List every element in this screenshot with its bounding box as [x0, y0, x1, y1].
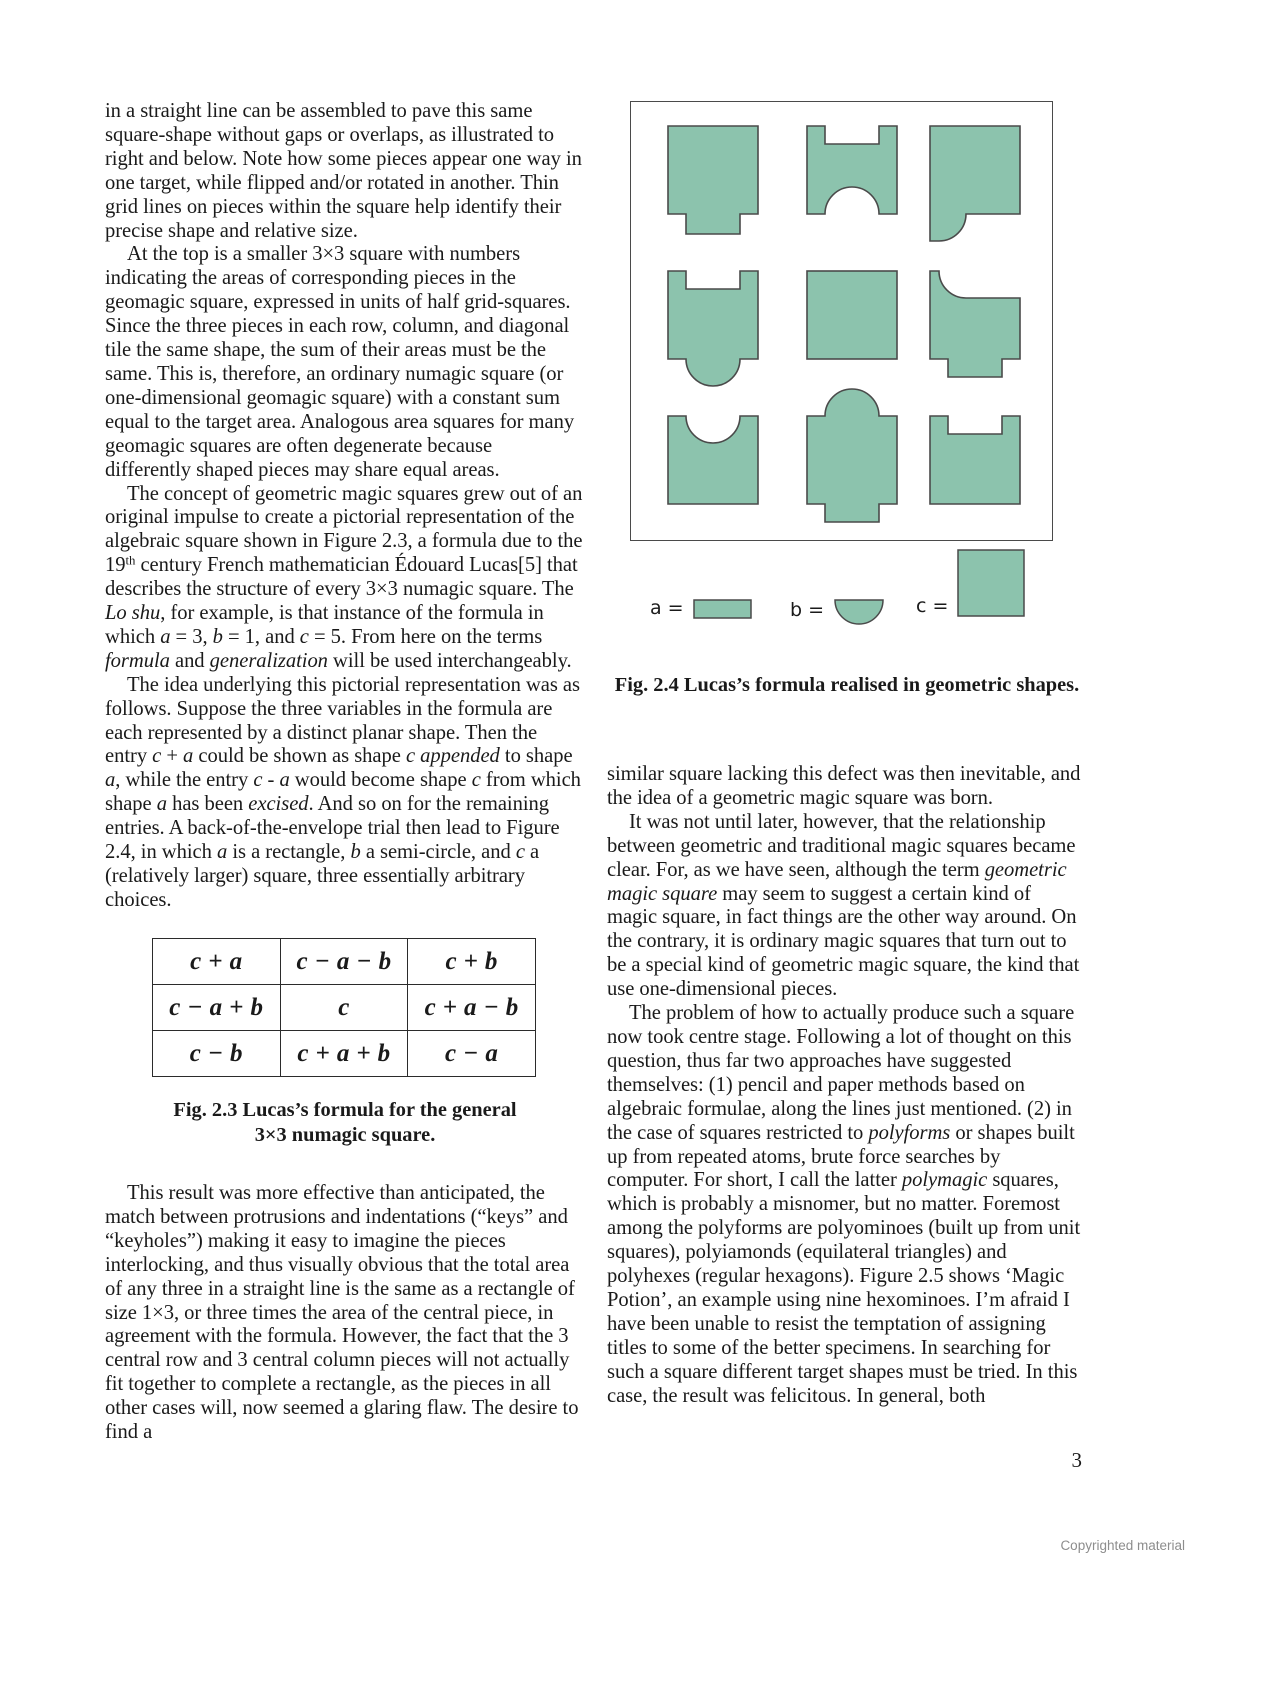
cell-r2c1: c − a + b — [153, 985, 281, 1031]
p4-i7: c — [471, 769, 481, 792]
piece-c-minus-a — [930, 416, 1020, 504]
p4-t7: would become shape — [289, 769, 472, 792]
p3-ordinal-suffix: th — [125, 553, 136, 568]
p4-t9: has been — [167, 793, 249, 816]
caption-line-1: Fig. 2.3 Lucas’s formula for the general — [173, 1099, 517, 1121]
cell-r3c1: c − b — [153, 1031, 281, 1077]
piece-c-plus-a — [668, 126, 758, 234]
p4-t6: - — [262, 769, 280, 792]
p4-t5: , while the entry — [115, 769, 254, 792]
p3-t3: , for example, is that instance of the formula in which — [105, 602, 544, 648]
caption-line-2: geometric shapes. — [925, 674, 1080, 696]
p4-i2: a — [183, 745, 194, 768]
legend-item-b — [790, 595, 887, 625]
left-text-column-lower — [105, 1182, 583, 1445]
p3-i1: Lo shu — [105, 602, 161, 625]
cell-r2c2: c — [280, 985, 408, 1031]
cell-r1c1: c + a — [153, 939, 281, 985]
rp2-i1: geometric magic square — [607, 858, 1067, 905]
paragraph-3 — [105, 483, 583, 674]
left-text-column — [105, 100, 583, 913]
cell-r2c3: c + a − b — [408, 985, 536, 1031]
p4-t2: + — [161, 745, 184, 768]
p4-t13: a (relatively larger) square, three essentially arbitrary choices. — [105, 841, 540, 911]
p3-i3: b — [212, 625, 223, 648]
p3-i4: c — [299, 625, 309, 648]
rp3-t1: The problem of how to actually produce such a square now took centre stage. Following a lot of thought on this question, thus far two approaches have suggested themselves: (1) pencil and paper methods based on algebraic formulae, along the lines just mentioned. (2) in the case of squares restricted to — [607, 1002, 1075, 1144]
rp3-t2: or shapes built up from repeated atoms, brute force searches by computer. For short, I call the latter — [607, 1121, 1075, 1192]
piece-c-plus-a-minus-b — [930, 271, 1020, 377]
right-paragraph-3 — [607, 1002, 1085, 1408]
table-row — [153, 985, 536, 1031]
p3-t5: = 1, and — [222, 625, 300, 648]
rp3-i1: polyforms — [868, 1121, 951, 1144]
figure-2-4-legend — [630, 555, 1060, 650]
p4-t11: is a rectangle, — [227, 841, 351, 864]
p3-i5: formula — [105, 649, 170, 672]
rp3-i2: polymagic — [901, 1169, 988, 1192]
figure-2-3 — [152, 938, 536, 1077]
figure-2-3-caption — [120, 1098, 570, 1148]
table-row — [153, 1031, 536, 1077]
legend-label-b: b = — [790, 599, 825, 621]
p4-i12: c — [515, 841, 525, 864]
right-paragraph-1: similar square lacking this defect was then inevitable, and the idea of a geometric magic square was born. — [607, 763, 1081, 809]
p4-i11: b — [350, 841, 361, 864]
legend-item-c — [916, 549, 1027, 634]
p4-i1: c — [152, 745, 162, 768]
p4-t12: a semi-circle, and — [360, 841, 516, 864]
table-row — [153, 939, 536, 985]
piece-c-minus-a-minus-b — [807, 126, 897, 214]
rp2-t2: may seem to suggest a certain kind of magic square, in fact things are the other way around. On the contrary, it is ordinary magic squares that turn out to be a special kind of geometric magic square, the kind that use one-dimensional pieces. — [607, 882, 1080, 1001]
cell-r1c2: c − a − b — [280, 939, 408, 985]
semicircle-icon — [833, 595, 887, 625]
figure-2-4-shapes — [630, 101, 1053, 541]
paragraph-1: in a straight line can be assembled to pave this same square-shape without gaps or overlaps, as illustrated to right and below. Note how some pieces appear one way in one target, while flipped and/or rotated in another. Thin grid lines on pieces within the square help identify their precise shape and relative size. — [105, 100, 582, 242]
piece-c-minus-a-plus-b — [668, 271, 758, 386]
p4-t10: . And so on for the remaining entries. A back-of-the-envelope trial then lead to Figure 2.4, in which — [105, 793, 560, 864]
piece-c-plus-a-plus-b — [807, 389, 897, 522]
paragraph-4 — [105, 674, 583, 913]
piece-c-plus-b — [930, 126, 1020, 241]
square-icon — [957, 549, 1027, 634]
copyright-notice: Copyrighted material — [1060, 1538, 1185, 1553]
paragraph-2: At the top is a smaller 3×3 square with numbers indicating the areas of corresponding pieces in the geomagic square, expressed in units of half grid-squares. Since the three pieces in each row, column, and diagonal tile the same shape, the sum of their areas must be the same. This is, therefore, an ordinary numagic square (or one-dimensional geomagic square) with a constant sum equal to the target area. Analogous area squares for many geomagic squares are often degenerate because differently shaped pieces may share equal areas. — [105, 243, 575, 481]
p4-i3: c appended — [405, 745, 500, 768]
p3-i2: a — [160, 625, 171, 648]
p3-i6: generalization — [209, 649, 328, 672]
rp2-t1: It was not until later, however, that the relationship between geometric and traditional magic squares became clear. For, as we have seen, although the term — [607, 810, 1076, 881]
piece-c-minus-b — [668, 416, 758, 504]
legend-label-a: a = — [650, 597, 684, 619]
p3-t2: century French mathematician Édouard Lucas[5] that describes the structure of every 3×3 numagic square. The — [105, 554, 578, 601]
rectangle-icon — [693, 595, 753, 621]
p3-t8: will be used interchangeably. — [327, 649, 572, 672]
cell-r3c2: c + a + b — [280, 1031, 408, 1077]
piece-c — [807, 271, 897, 359]
caption-line-1: Fig. 2.4 Lucas’s formula realised in — [614, 674, 921, 696]
p3-t7: and — [169, 649, 210, 672]
right-paragraph-2 — [607, 811, 1085, 1002]
figure-2-4-caption — [612, 673, 1082, 698]
paragraph-5: This result was more effective than anticipated, the match between protrusions and indentations (“keys” and “keyholes”) making it easy to imagine the pieces interlocking, and thus visually obvious that the total area of any three in a straight line is the same as a rectangle of size 1×3, or three times the area of the central piece, in agreement with the formula. However, the fact that the 3 central row and 3 central column pieces will not actually fit together to complete a rectangle, as the pieces in all other cases will, now seemed a glaring flaw. The desire to find a — [105, 1182, 579, 1444]
right-text-column — [607, 763, 1085, 1408]
p3-t6: = 5. From here on the terms — [308, 625, 543, 648]
cell-r3c3: c − a — [408, 1031, 536, 1077]
p3-t4: = 3, — [170, 625, 213, 648]
legend-item-a — [650, 595, 753, 621]
p4-t4: to shape — [499, 745, 573, 768]
rp3-t3: squares, which is probably a misnomer, but no matter. Foremost among the polyforms are polyominoes (built up from unit squares), polyiamonds (equilateral triangles) and polyhexes (regular hexagons). Figure 2.5 shows ‘Magic Potion’, an example using nine hexominoes. I’m afraid I have been unable to resist the temptation of assigning titles to some of the better specimens. In searching for such a square different target shapes must be tried. In this case, the result was felicitous. In general, both — [607, 1169, 1081, 1407]
cell-r1c3: c + b — [408, 939, 536, 985]
p4-i10: a — [216, 841, 228, 864]
p4-i6: a — [279, 769, 290, 792]
lucas-formula-table — [152, 938, 536, 1077]
p3-t1: The concept of geometric magic squares grew out of an original impulse to create a pictorial representation of the algebraic square shown in Figure 2.3, a formula due to the 19 — [105, 482, 583, 577]
caption-line-2: 3×3 numagic square. — [254, 1124, 436, 1146]
page-number: 3 — [1071, 1448, 1082, 1472]
p4-i9: excised — [248, 793, 309, 816]
p4-t1: The idea underlying this pictorial representation was as follows. Suppose the three variables in the formula are each represented by a distinct planar shape. Then the entry — [105, 673, 580, 768]
p4-t8: from which shape — [105, 769, 581, 816]
p4-i8: a — [156, 793, 167, 816]
p4-i5: c — [253, 769, 263, 792]
p4-i4: a — [105, 769, 116, 792]
p4-t3: could be shown as shape — [193, 745, 406, 768]
legend-label-c: c = — [916, 595, 949, 617]
